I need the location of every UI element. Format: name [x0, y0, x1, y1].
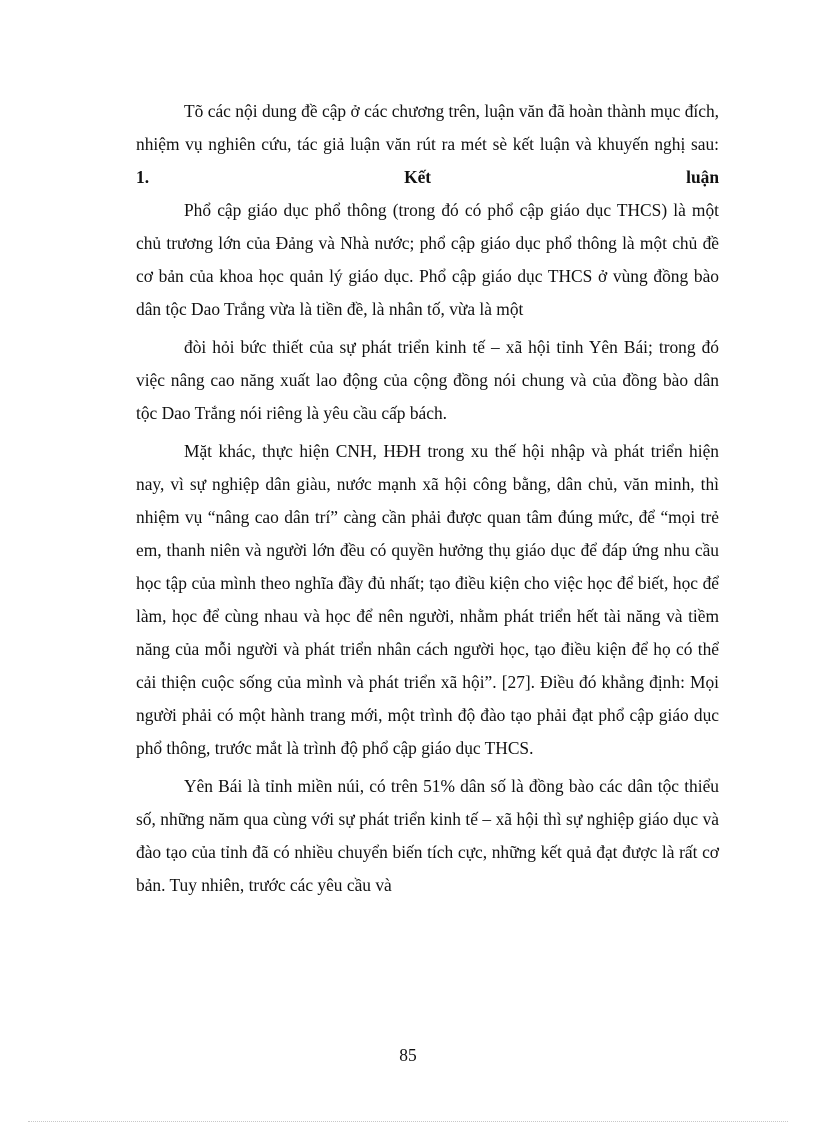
paragraph-doi-hoi: đòi hỏi bức thiết của sự phát triển kinh tế – xã hội tỉnh Yên Bái; trong đó việc nâng cao năng xuất lao động của cộng đồng nói chung và của đồng bào dân tộc Dao Trắng nói riêng là yêu cầu cấp bách. — [136, 337, 719, 423]
page-bottom-divider — [28, 1121, 788, 1122]
intro-paragraph: Tõ các nội dung đề cập ở các chương trên, luận văn đã hoàn thành mục đích, nhiệm vụ nghiên cứu, tác giả luận văn rút ra mét sè kết luận và khuyến nghị sau: — [136, 101, 719, 154]
paragraph-yen-bai: Yên Bái là tỉnh miền núi, có trên 51% dân số là đồng bào các dân tộc thiểu số, những năm qua cùng với sự phát triển kinh tế – xã hội thì sự nghiệp giáo dục và đào tạo của tỉnh đã có nhiều chuyển biến tích cực, những kết quả đạt được là rất cơ bản. Tuy nhiên, trước các yêu cầu và — [136, 776, 719, 895]
section-heading: 1. Kết luận — [136, 167, 719, 187]
paragraph-pho-cap: Phổ cập giáo dục phổ thông (trong đó có phổ cập giáo dục THCS) là một chủ trương lớn của Đảng và Nhà nước; phổ cập giáo dục phổ thông là một chủ đề cơ bản của khoa học quản lý giáo dục. Phổ cập giáo dục THCS ở vùng đồng bào dân tộc Dao Trắng vừa là tiền đề, là nhân tố, vừa là một — [136, 200, 719, 319]
document-body — [136, 95, 719, 902]
page-number: 85 — [399, 1045, 417, 1065]
paragraph-mat-khac: Mặt khác, thực hiện CNH, HĐH trong xu thế hội nhập và phát triển hiện nay, vì sự nghiệp dân giàu, nước mạnh xã hội công bằng, dân chủ, văn minh, thì nhiệm vụ “nâng cao dân trí” càng cần phải được quan tâm đúng mức, để “mọi trẻ em, thanh niên và người lớn đều có quyền hưởng thụ giáo dục để đáp ứng nhu cầu học tập của mình theo nghĩa đầy đủ nhất; tạo điều kiện cho việc học để biết, học để làm, học để cùng nhau và học để nên người, nhằm phát triển hết tài năng và tiềm năng của mỗi người và phát triển nhân cách người học, tạo điều kiện để họ có thể cải thiện cuộc sống của mình và phát triển xã hội”. [27]. Điều đó khẳng định: Mọi người phải có một hành trang mới, một trình độ đào tạo phải đạt phổ cập giáo dục phổ thông, trước mắt là trình độ phổ cập giáo dục THCS. — [136, 441, 719, 758]
